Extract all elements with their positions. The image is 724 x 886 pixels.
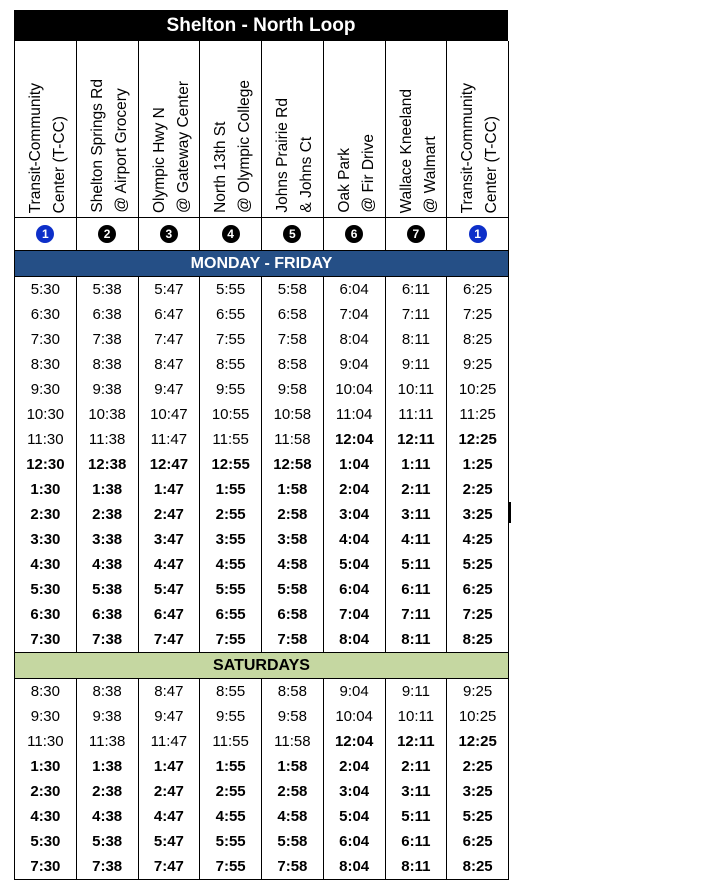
route-title: Shelton - North Loop [14,10,508,41]
time-cell: 7:55 [200,327,262,352]
time-cell: 6:38 [76,602,138,627]
time-cell: 5:11 [385,552,447,577]
time-cell: 3:55 [200,527,262,552]
time-cell: 6:55 [200,602,262,627]
time-cell: 9:25 [447,679,509,705]
time-cell: 6:47 [138,302,200,327]
time-cell: 8:11 [385,854,447,880]
time-cell: 3:25 [447,779,509,804]
time-cell: 9:47 [138,704,200,729]
time-cell: 1:58 [262,477,324,502]
timetable [14,41,509,880]
time-cell: 7:38 [76,327,138,352]
time-cell: 7:25 [447,602,509,627]
time-cell: 9:47 [138,377,200,402]
time-cell: 1:38 [76,477,138,502]
time-cell: 12:58 [262,452,324,477]
time-cell: 7:38 [76,854,138,880]
stop-number-badge: 3 [160,225,178,243]
time-row [15,627,509,653]
time-cell: 4:38 [76,804,138,829]
time-cell: 2:47 [138,502,200,527]
time-cell: 7:47 [138,627,200,653]
time-cell: 5:25 [447,552,509,577]
time-cell: 2:38 [76,779,138,804]
time-cell: 2:38 [76,502,138,527]
time-cell: 10:11 [385,704,447,729]
time-cell: 7:55 [200,854,262,880]
time-cell: 2:11 [385,754,447,779]
time-cell: 10:04 [323,377,385,402]
time-cell: 1:38 [76,754,138,779]
time-cell: 8:58 [262,352,324,377]
stop-number-badge: 6 [345,225,363,243]
time-cell: 11:25 [447,402,509,427]
time-cell: 6:25 [447,829,509,854]
stop-name: Wallace Kneeland @ Walmart [397,88,439,213]
time-cell: 11:47 [138,729,200,754]
time-cell: 8:47 [138,679,200,705]
time-cell: 5:55 [200,577,262,602]
stop-name: Transit-Community Center (T-CC) [27,82,68,213]
stop-number-cell [15,218,77,251]
stop-number-cell [76,218,138,251]
time-cell: 8:25 [447,854,509,880]
stop-name: Olympic Hwy N @ Gateway Center [150,80,192,213]
time-cell: 10:25 [447,704,509,729]
time-row [15,602,509,627]
time-cell: 12:11 [385,427,447,452]
time-row [15,527,509,552]
time-cell: 2:58 [262,779,324,804]
time-row [15,779,509,804]
time-cell: 11:30 [15,427,77,452]
time-cell: 1:30 [15,477,77,502]
time-cell: 5:04 [323,552,385,577]
time-cell: 8:47 [138,352,200,377]
time-row [15,729,509,754]
time-row [15,577,509,602]
stop-header-row [15,41,509,218]
time-row [15,377,509,402]
time-cell: 8:38 [76,679,138,705]
time-row [15,327,509,352]
time-cell: 8:04 [323,327,385,352]
time-cell: 12:04 [323,729,385,754]
stop-header [262,41,324,218]
stop-number-badge: 2 [98,225,116,243]
time-cell: 10:11 [385,377,447,402]
time-cell: 9:38 [76,704,138,729]
time-cell: 3:47 [138,527,200,552]
stop-name: Transit-Community Center (T-CC) [459,82,501,213]
section-header-row [15,251,509,277]
time-cell: 5:38 [76,277,138,303]
time-cell: 7:58 [262,627,324,653]
time-cell: 5:58 [262,829,324,854]
stop-number-cell [447,218,509,251]
time-cell: 9:58 [262,704,324,729]
time-row [15,502,509,527]
time-cell: 6:04 [323,277,385,303]
stop-header [385,41,447,218]
time-cell: 7:30 [15,854,77,880]
time-cell: 8:38 [76,352,138,377]
time-cell: 11:58 [262,729,324,754]
time-cell: 5:25 [447,804,509,829]
time-cell: 8:25 [447,327,509,352]
time-cell: 6:04 [323,829,385,854]
time-cell: 10:04 [323,704,385,729]
time-row [15,804,509,829]
time-cell: 2:25 [447,477,509,502]
time-row [15,302,509,327]
time-cell: 5:47 [138,277,200,303]
stop-number-cell [323,218,385,251]
time-cell: 8:30 [15,352,77,377]
time-row [15,829,509,854]
stop-header [138,41,200,218]
time-cell: 6:47 [138,602,200,627]
time-cell: 9:11 [385,679,447,705]
time-cell: 11:38 [76,427,138,452]
time-cell: 3:11 [385,502,447,527]
time-cell: 4:47 [138,804,200,829]
time-cell: 9:38 [76,377,138,402]
stop-number-cell [138,218,200,251]
stop-number-badge: 1 [469,225,487,243]
time-cell: 4:25 [447,527,509,552]
time-cell: 6:58 [262,302,324,327]
time-cell: 9:55 [200,377,262,402]
time-row [15,427,509,452]
time-cell: 10:58 [262,402,324,427]
time-cell: 9:55 [200,704,262,729]
time-cell: 6:55 [200,302,262,327]
time-cell: 6:25 [447,277,509,303]
stop-name: Oak Park @ Fir Drive [335,134,377,213]
time-row [15,452,509,477]
time-cell: 2:55 [200,502,262,527]
stop-header [15,41,77,218]
stop-number-cell [385,218,447,251]
stop-header [447,41,509,218]
time-cell: 9:58 [262,377,324,402]
time-cell: 1:47 [138,754,200,779]
time-cell: 7:30 [15,327,77,352]
time-cell: 5:30 [15,277,77,303]
time-cell: 12:38 [76,452,138,477]
time-cell: 10:25 [447,377,509,402]
time-cell: 9:11 [385,352,447,377]
time-cell: 6:30 [15,602,77,627]
time-cell: 3:04 [323,502,385,527]
time-cell: 8:25 [447,627,509,653]
time-cell: 4:38 [76,552,138,577]
time-cell: 4:58 [262,804,324,829]
time-cell: 1:55 [200,477,262,502]
time-cell: 4:55 [200,552,262,577]
stop-header [200,41,262,218]
time-row [15,477,509,502]
time-cell: 7:04 [323,302,385,327]
time-cell: 7:58 [262,854,324,880]
time-cell: 6:04 [323,577,385,602]
time-cell: 5:38 [76,829,138,854]
time-cell: 6:38 [76,302,138,327]
time-cell: 4:30 [15,804,77,829]
time-cell: 1:25 [447,452,509,477]
stop-number-cell [200,218,262,251]
section-label: SATURDAYS [15,653,509,679]
time-cell: 2:04 [323,477,385,502]
time-cell: 12:25 [447,729,509,754]
time-cell: 2:04 [323,754,385,779]
time-cell: 5:58 [262,277,324,303]
time-cell: 5:38 [76,577,138,602]
time-cell: 7:47 [138,854,200,880]
time-cell: 7:58 [262,327,324,352]
time-cell: 8:58 [262,679,324,705]
time-cell: 2:47 [138,779,200,804]
schedule-table [14,10,508,880]
time-cell: 3:11 [385,779,447,804]
time-cell: 3:04 [323,779,385,804]
time-cell: 9:25 [447,352,509,377]
time-cell: 3:30 [15,527,77,552]
time-cell: 4:11 [385,527,447,552]
time-cell: 7:47 [138,327,200,352]
time-cell: 8:04 [323,627,385,653]
time-cell: 10:55 [200,402,262,427]
time-cell: 2:58 [262,502,324,527]
time-cell: 11:30 [15,729,77,754]
time-cell: 12:47 [138,452,200,477]
time-cell: 12:30 [15,452,77,477]
time-cell: 5:55 [200,829,262,854]
time-cell: 12:25 [447,427,509,452]
time-cell: 5:30 [15,829,77,854]
time-cell: 9:30 [15,704,77,729]
time-row [15,679,509,705]
stop-header [323,41,385,218]
time-row [15,352,509,377]
time-cell: 7:11 [385,302,447,327]
time-cell: 1:55 [200,754,262,779]
time-cell: 3:38 [76,527,138,552]
time-cell: 5:55 [200,277,262,303]
time-cell: 8:11 [385,327,447,352]
time-cell: 8:30 [15,679,77,705]
stop-number-row [15,218,509,251]
time-cell: 2:30 [15,502,77,527]
time-cell: 6:11 [385,277,447,303]
time-cell: 10:30 [15,402,77,427]
time-cell: 7:25 [447,302,509,327]
time-cell: 9:04 [323,352,385,377]
stop-number-badge: 4 [222,225,240,243]
time-cell: 8:55 [200,352,262,377]
time-cell: 7:11 [385,602,447,627]
time-cell: 6:11 [385,577,447,602]
time-cell: 7:55 [200,627,262,653]
time-cell: 12:04 [323,427,385,452]
stop-number-badge: 7 [407,225,425,243]
time-row [15,277,509,303]
time-cell: 11:47 [138,427,200,452]
section-label: MONDAY - FRIDAY [15,251,509,277]
time-cell: 5:47 [138,577,200,602]
time-cell: 9:30 [15,377,77,402]
time-cell: 1:30 [15,754,77,779]
time-cell: 10:47 [138,402,200,427]
time-cell: 1:58 [262,754,324,779]
time-cell: 8:11 [385,627,447,653]
time-cell: 5:58 [262,577,324,602]
time-cell: 4:58 [262,552,324,577]
time-cell: 5:47 [138,829,200,854]
time-cell: 2:11 [385,477,447,502]
time-cell: 6:11 [385,829,447,854]
time-cell: 7:04 [323,602,385,627]
stop-name: Johns Prairie Rd & Johns Ct [274,98,315,213]
time-cell: 6:30 [15,302,77,327]
time-cell: 1:47 [138,477,200,502]
time-cell: 5:04 [323,804,385,829]
time-cell: 11:38 [76,729,138,754]
time-cell: 9:04 [323,679,385,705]
stop-name: North 13th St @ Olympic College [212,80,254,213]
time-cell: 2:25 [447,754,509,779]
time-cell: 2:30 [15,779,77,804]
time-cell: 6:25 [447,577,509,602]
time-cell: 4:30 [15,552,77,577]
time-row [15,754,509,779]
time-cell: 4:55 [200,804,262,829]
stop-number-cell [262,218,324,251]
time-cell: 4:47 [138,552,200,577]
time-cell: 11:11 [385,402,447,427]
time-cell: 6:58 [262,602,324,627]
time-cell: 1:04 [323,452,385,477]
time-cell: 5:30 [15,577,77,602]
stop-number-badge: 1 [36,225,54,243]
time-cell: 7:30 [15,627,77,653]
time-cell: 12:55 [200,452,262,477]
time-cell: 5:11 [385,804,447,829]
text-cursor-mark [509,502,511,523]
time-cell: 12:11 [385,729,447,754]
section-header-row [15,653,509,679]
time-cell: 7:38 [76,627,138,653]
time-cell: 8:55 [200,679,262,705]
time-cell: 3:25 [447,502,509,527]
time-cell: 1:11 [385,452,447,477]
time-row [15,704,509,729]
time-cell: 8:04 [323,854,385,880]
stop-name: Shelton Springs Rd @ Airport Grocery [88,79,130,213]
time-cell: 11:55 [200,427,262,452]
timetable-body [15,251,509,880]
stop-number-badge: 5 [283,225,301,243]
time-cell: 11:58 [262,427,324,452]
time-cell: 10:38 [76,402,138,427]
time-row [15,854,509,880]
time-cell: 4:04 [323,527,385,552]
time-cell: 11:55 [200,729,262,754]
time-cell: 11:04 [323,402,385,427]
stop-header [76,41,138,218]
time-row [15,402,509,427]
time-cell: 3:58 [262,527,324,552]
time-row [15,552,509,577]
time-cell: 2:55 [200,779,262,804]
